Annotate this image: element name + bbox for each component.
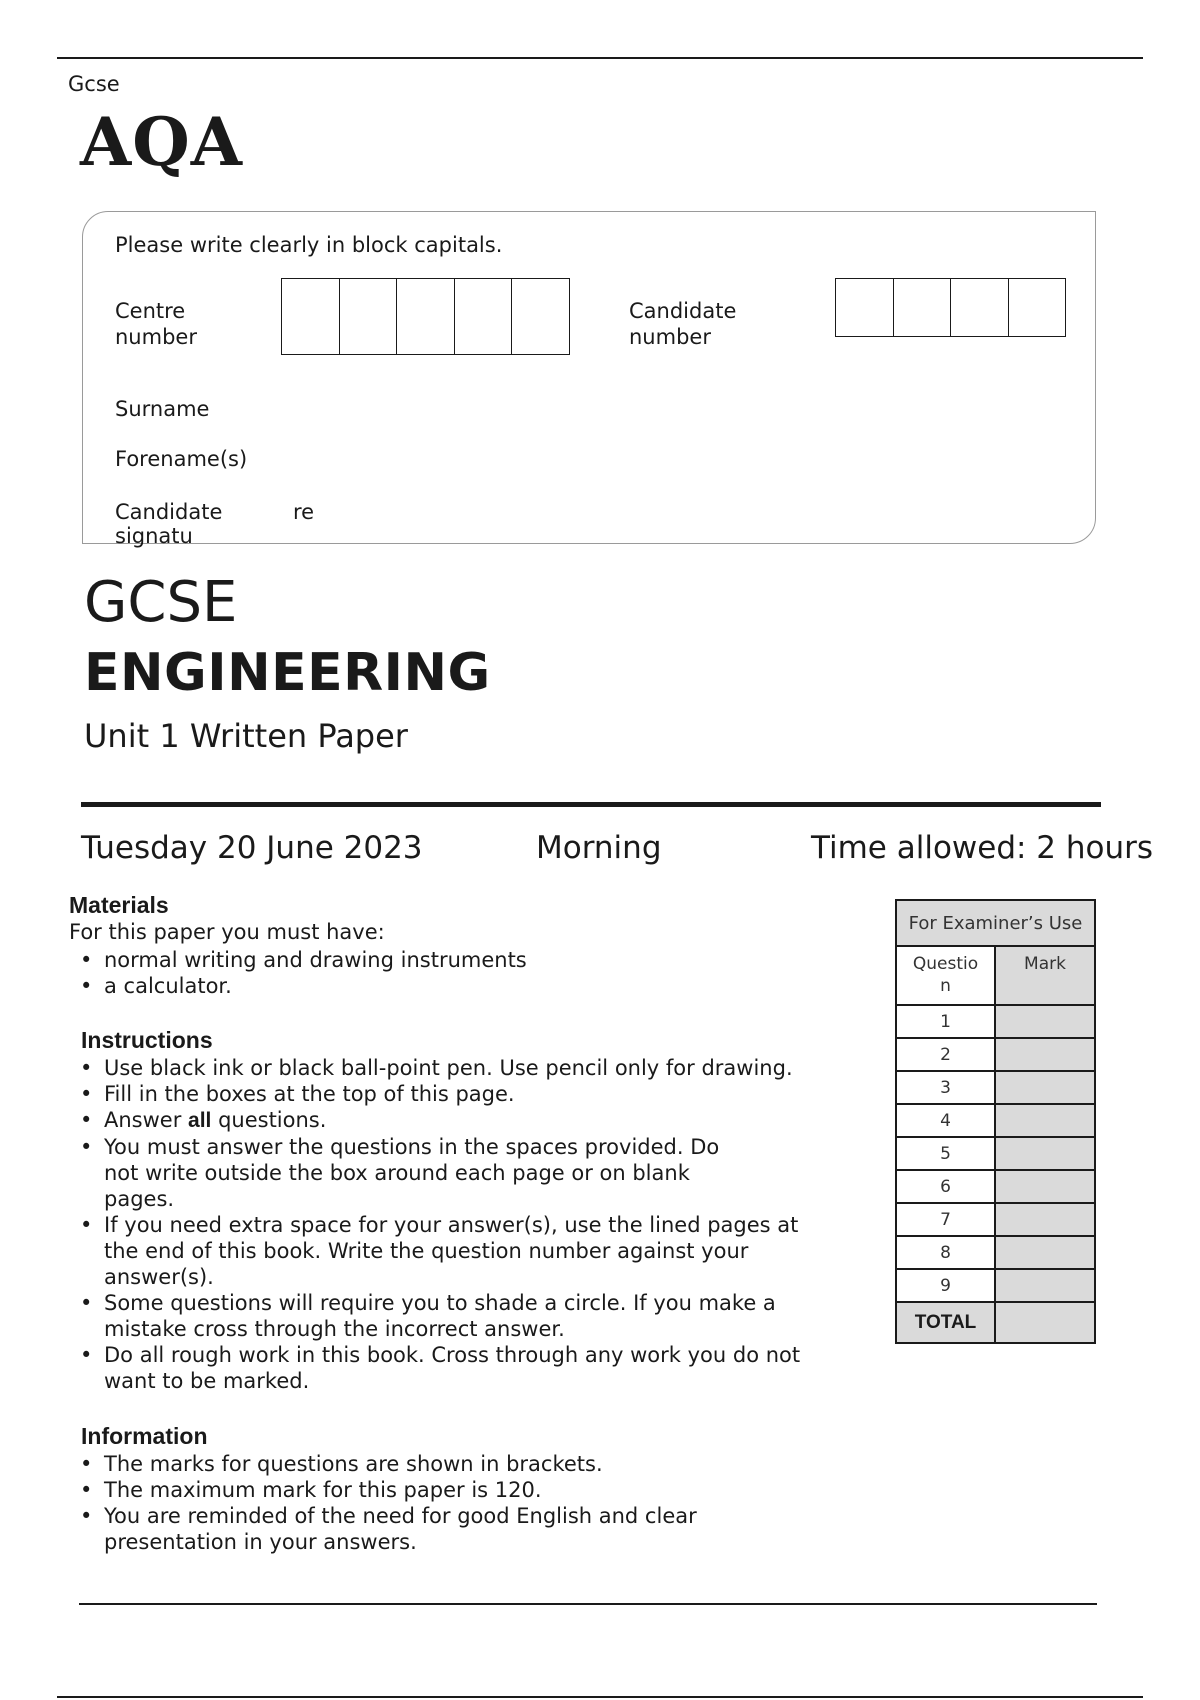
- question-number: 3: [896, 1071, 995, 1104]
- instruction-line: pages.: [104, 1187, 175, 1211]
- instructions-list: [69, 1055, 800, 1394]
- title-divider: [81, 802, 1101, 807]
- signature-label-line1: Candidate: [115, 500, 223, 524]
- centre-number-label-line2: number: [115, 325, 197, 349]
- list-item: • Fill in the boxes at the top of this page.: [69, 1081, 800, 1107]
- instruction-emphasis: all: [188, 1109, 212, 1132]
- total-label: TOTAL: [896, 1302, 995, 1343]
- table-row: [896, 1203, 1095, 1236]
- mark-cell: [995, 1005, 1095, 1038]
- centre-digit-box[interactable]: [340, 279, 398, 354]
- list-item: [69, 1134, 800, 1212]
- materials-intro: For this paper you must have:: [69, 920, 385, 944]
- candidate-number-label-line1: Candidate: [629, 299, 737, 323]
- list-item: [69, 1290, 800, 1342]
- list-item: • The marks for questions are shown in brackets.: [69, 1451, 697, 1477]
- mark-column-header: Mark: [995, 946, 1095, 1005]
- candidate-digit-box[interactable]: [894, 279, 952, 336]
- centre-digit-box[interactable]: [455, 279, 513, 354]
- mark-cell: [995, 1170, 1095, 1203]
- information-list: [69, 1451, 697, 1555]
- qualification-title: GCSE: [84, 570, 238, 635]
- mark-cell: [995, 1104, 1095, 1137]
- mark-cell: [995, 1203, 1095, 1236]
- question-number: 5: [896, 1137, 995, 1170]
- instruction-line: answer(s).: [104, 1265, 214, 1289]
- aqa-logo: AQA: [80, 103, 243, 181]
- total-mark-cell: [995, 1302, 1095, 1343]
- question-number: 9: [896, 1269, 995, 1302]
- mark-cell: [995, 1038, 1095, 1071]
- time-allowed: Time allowed: 2 hours: [811, 830, 1154, 866]
- mark-cell: [995, 1236, 1095, 1269]
- subject-title: ENGINEERING: [84, 643, 491, 703]
- mark-cell: [995, 1071, 1095, 1104]
- table-row: [896, 1071, 1095, 1104]
- instruction-line: want to be marked.: [104, 1369, 310, 1393]
- question-header-line1: Questio: [912, 954, 979, 974]
- qualification-small-label: Gcse: [68, 72, 120, 96]
- candidate-digit-box[interactable]: [1009, 279, 1066, 336]
- list-item: • The maximum mark for this paper is 120.: [69, 1477, 697, 1503]
- block-capitals-instruction: Please write clearly in block capitals.: [115, 233, 503, 257]
- mark-cell: [995, 1137, 1095, 1170]
- signature-label-line1-suffix: re: [293, 500, 315, 524]
- list-item: [69, 1503, 697, 1555]
- list-item: • normal writing and drawing instruments: [69, 947, 527, 973]
- materials-heading: Materials: [69, 892, 169, 918]
- instructions-heading: Instructions: [81, 1027, 213, 1053]
- instruction-line: mistake cross through the incorrect answer.: [104, 1317, 565, 1341]
- instruction-line: • Some questions will require you to shade a circle. If you make a: [104, 1291, 776, 1315]
- centre-number-boxes[interactable]: [281, 278, 570, 355]
- candidate-digit-box[interactable]: [836, 279, 894, 336]
- examiner-use-table: [895, 899, 1096, 1344]
- list-item: [69, 1212, 800, 1290]
- table-row: [896, 1104, 1095, 1137]
- question-number: 6: [896, 1170, 995, 1203]
- instruction-text: questions.: [211, 1108, 327, 1132]
- question-number: 2: [896, 1038, 995, 1071]
- surname-label: Surname: [115, 397, 210, 421]
- question-number: 7: [896, 1203, 995, 1236]
- table-row: [896, 1005, 1095, 1038]
- list-item: [69, 1342, 800, 1394]
- table-row: [896, 1269, 1095, 1302]
- instruction-line: the end of this book. Write the question number against your: [104, 1239, 749, 1263]
- candidate-number-label: [629, 298, 736, 350]
- centre-number-label-line1: Centre: [115, 299, 186, 323]
- exam-date: Tuesday 20 June 2023: [81, 830, 423, 866]
- centre-digit-box[interactable]: [282, 279, 340, 354]
- top-rule: [57, 57, 1143, 59]
- candidate-details-box: [82, 211, 1096, 544]
- table-row: [896, 1038, 1095, 1071]
- list-item: • Use black ink or black ball-point pen. Use pencil only for drawing.: [69, 1055, 800, 1081]
- table-row: [896, 1236, 1095, 1269]
- instruction-line: • You must answer the questions in the spaces provided. Do: [104, 1135, 720, 1159]
- candidate-number-boxes[interactable]: [835, 278, 1066, 337]
- bottom-rule: [57, 1696, 1143, 1698]
- centre-digit-box[interactable]: [512, 279, 569, 354]
- table-row: [896, 1137, 1095, 1170]
- instruction-line: • Do all rough work in this book. Cross through any work you do not: [104, 1343, 801, 1367]
- instruction-line: not write outside the box around each page or on blank: [104, 1161, 690, 1185]
- question-column-header: [896, 946, 995, 1005]
- information-line: presentation in your answers.: [104, 1530, 417, 1554]
- paper-title: Unit 1 Written Paper: [84, 717, 408, 755]
- mark-cell: [995, 1269, 1095, 1302]
- table-row: [896, 1302, 1095, 1343]
- centre-number-label: [115, 298, 197, 350]
- question-number: 1: [896, 1005, 995, 1038]
- candidate-digit-box[interactable]: [951, 279, 1009, 336]
- signature-label-line2: signatu: [115, 524, 193, 548]
- exam-session: Morning: [536, 830, 662, 866]
- information-line: • You are reminded of the need for good English and clear: [104, 1504, 697, 1528]
- candidate-number-label-line2: number: [629, 325, 711, 349]
- information-heading: Information: [81, 1423, 208, 1449]
- instruction-text: Answer: [104, 1108, 189, 1132]
- information-divider: [79, 1603, 1097, 1605]
- instruction-line: • If you need extra space for your answer(s), use the lined pages at: [104, 1213, 799, 1237]
- materials-list: [69, 947, 527, 999]
- list-item: [69, 1107, 800, 1134]
- centre-digit-box[interactable]: [397, 279, 455, 354]
- list-item: • a calculator.: [69, 973, 527, 999]
- question-header-line2: n: [940, 976, 951, 996]
- question-number: 8: [896, 1236, 995, 1269]
- question-number: 4: [896, 1104, 995, 1137]
- table-row: [896, 1170, 1095, 1203]
- forenames-label: Forename(s): [115, 447, 248, 471]
- examiner-use-title: For Examiner’s Use: [896, 900, 1095, 946]
